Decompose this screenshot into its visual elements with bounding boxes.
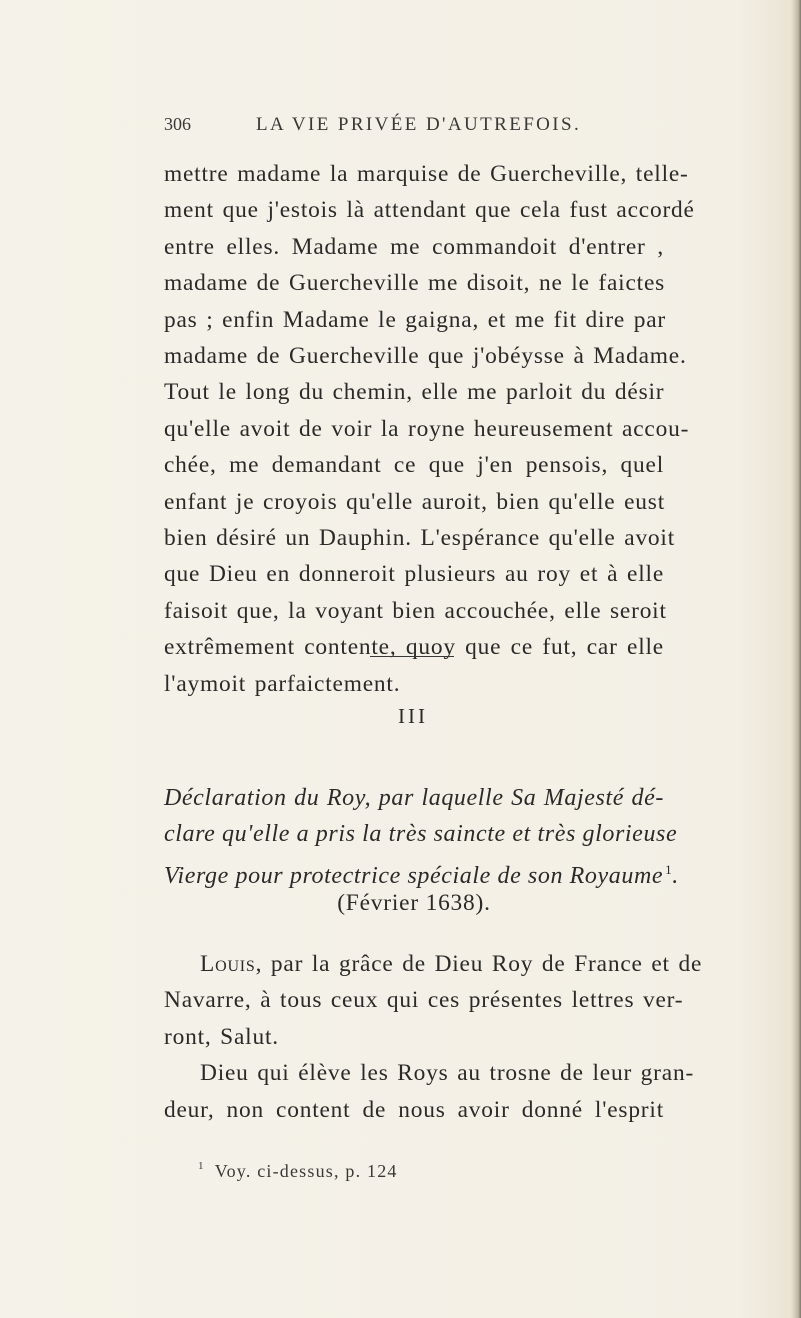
text-line: Dieu qui élève les Roys au trosne de leur gran- [200, 1060, 695, 1087]
footnote-marker: 1 [198, 1160, 205, 1172]
declaration-text [164, 946, 703, 1128]
page-header [164, 114, 684, 140]
text-line: pas ; enfin Madame le gaigna, et me fit dire par [164, 306, 666, 333]
title-period: . [672, 863, 679, 889]
title-line-text: Vierge pour protectrice spéciale de son Royaume [164, 863, 664, 889]
footnote [198, 1160, 398, 1182]
text-line: l'aymoit parfaictement. [164, 670, 401, 697]
title-line: Déclaration du Roy, par laquelle Sa Majesté dé- [164, 785, 664, 811]
text-line: madame de Guercheville me disoit, ne le faictes [164, 270, 666, 297]
text-line: bien désiré un Dauphin. L'espérance qu'elle avoit [164, 525, 676, 552]
section-title [164, 780, 679, 894]
text-line: ment que j'estois là attendant que cela fust accordé [164, 197, 695, 224]
section-divider [370, 656, 454, 657]
running-head: LA VIE PRIVÉE D'AUTREFOIS. [256, 114, 582, 135]
text-line: madame de Guercheville que j'obéysse à Madame. [164, 343, 687, 370]
text-line: chée, me demandant ce que j'en pensois, quel [164, 452, 664, 479]
page-number: 306 [164, 114, 191, 134]
text-line: deur, non content de nous avoir donné l'esprit [164, 1096, 664, 1123]
text-line: Navarre, à tous ceux qui ces présentes lettres ver- [164, 987, 684, 1014]
text-line: entre elles. Madame me commandoit d'entrer , [164, 233, 664, 260]
text-line: faisoit que, la voyant bien accouchée, elle seroit [164, 597, 667, 624]
text-line: qu'elle avoit de voir la royne heureusement accou- [164, 415, 690, 442]
line-rest: , par la grâce de Dieu Roy de France et de [255, 951, 703, 977]
section-number: III [398, 704, 428, 728]
page-edge-shadow [791, 0, 801, 1318]
section-date: (Février 1638). [337, 890, 491, 916]
first-word: Louis [200, 951, 256, 977]
footnote-marker: 1 [665, 862, 673, 877]
title-line-last [164, 852, 679, 894]
text-line: enfant je croyois qu'elle auroit, bien qu'elle eust [164, 488, 666, 515]
text-line [164, 946, 703, 982]
text-line: Tout le long du chemin, elle me parloit du désir [164, 379, 665, 406]
text-line: mettre madame la marquise de Guercheville, telle- [164, 161, 689, 187]
title-line: clare qu'elle a pris la très saincte et très glorieuse [164, 821, 678, 847]
footnote-text: Voy. ci-dessus, p. 124 [214, 1161, 398, 1181]
body-paragraph [164, 156, 695, 702]
text-line: extrêmement contente, quoy que ce fut, car elle [164, 634, 664, 661]
text-line: que Dieu en donneroit plusieurs au roy et à elle [164, 561, 664, 588]
text-line: ront, Salut. [164, 1023, 279, 1050]
